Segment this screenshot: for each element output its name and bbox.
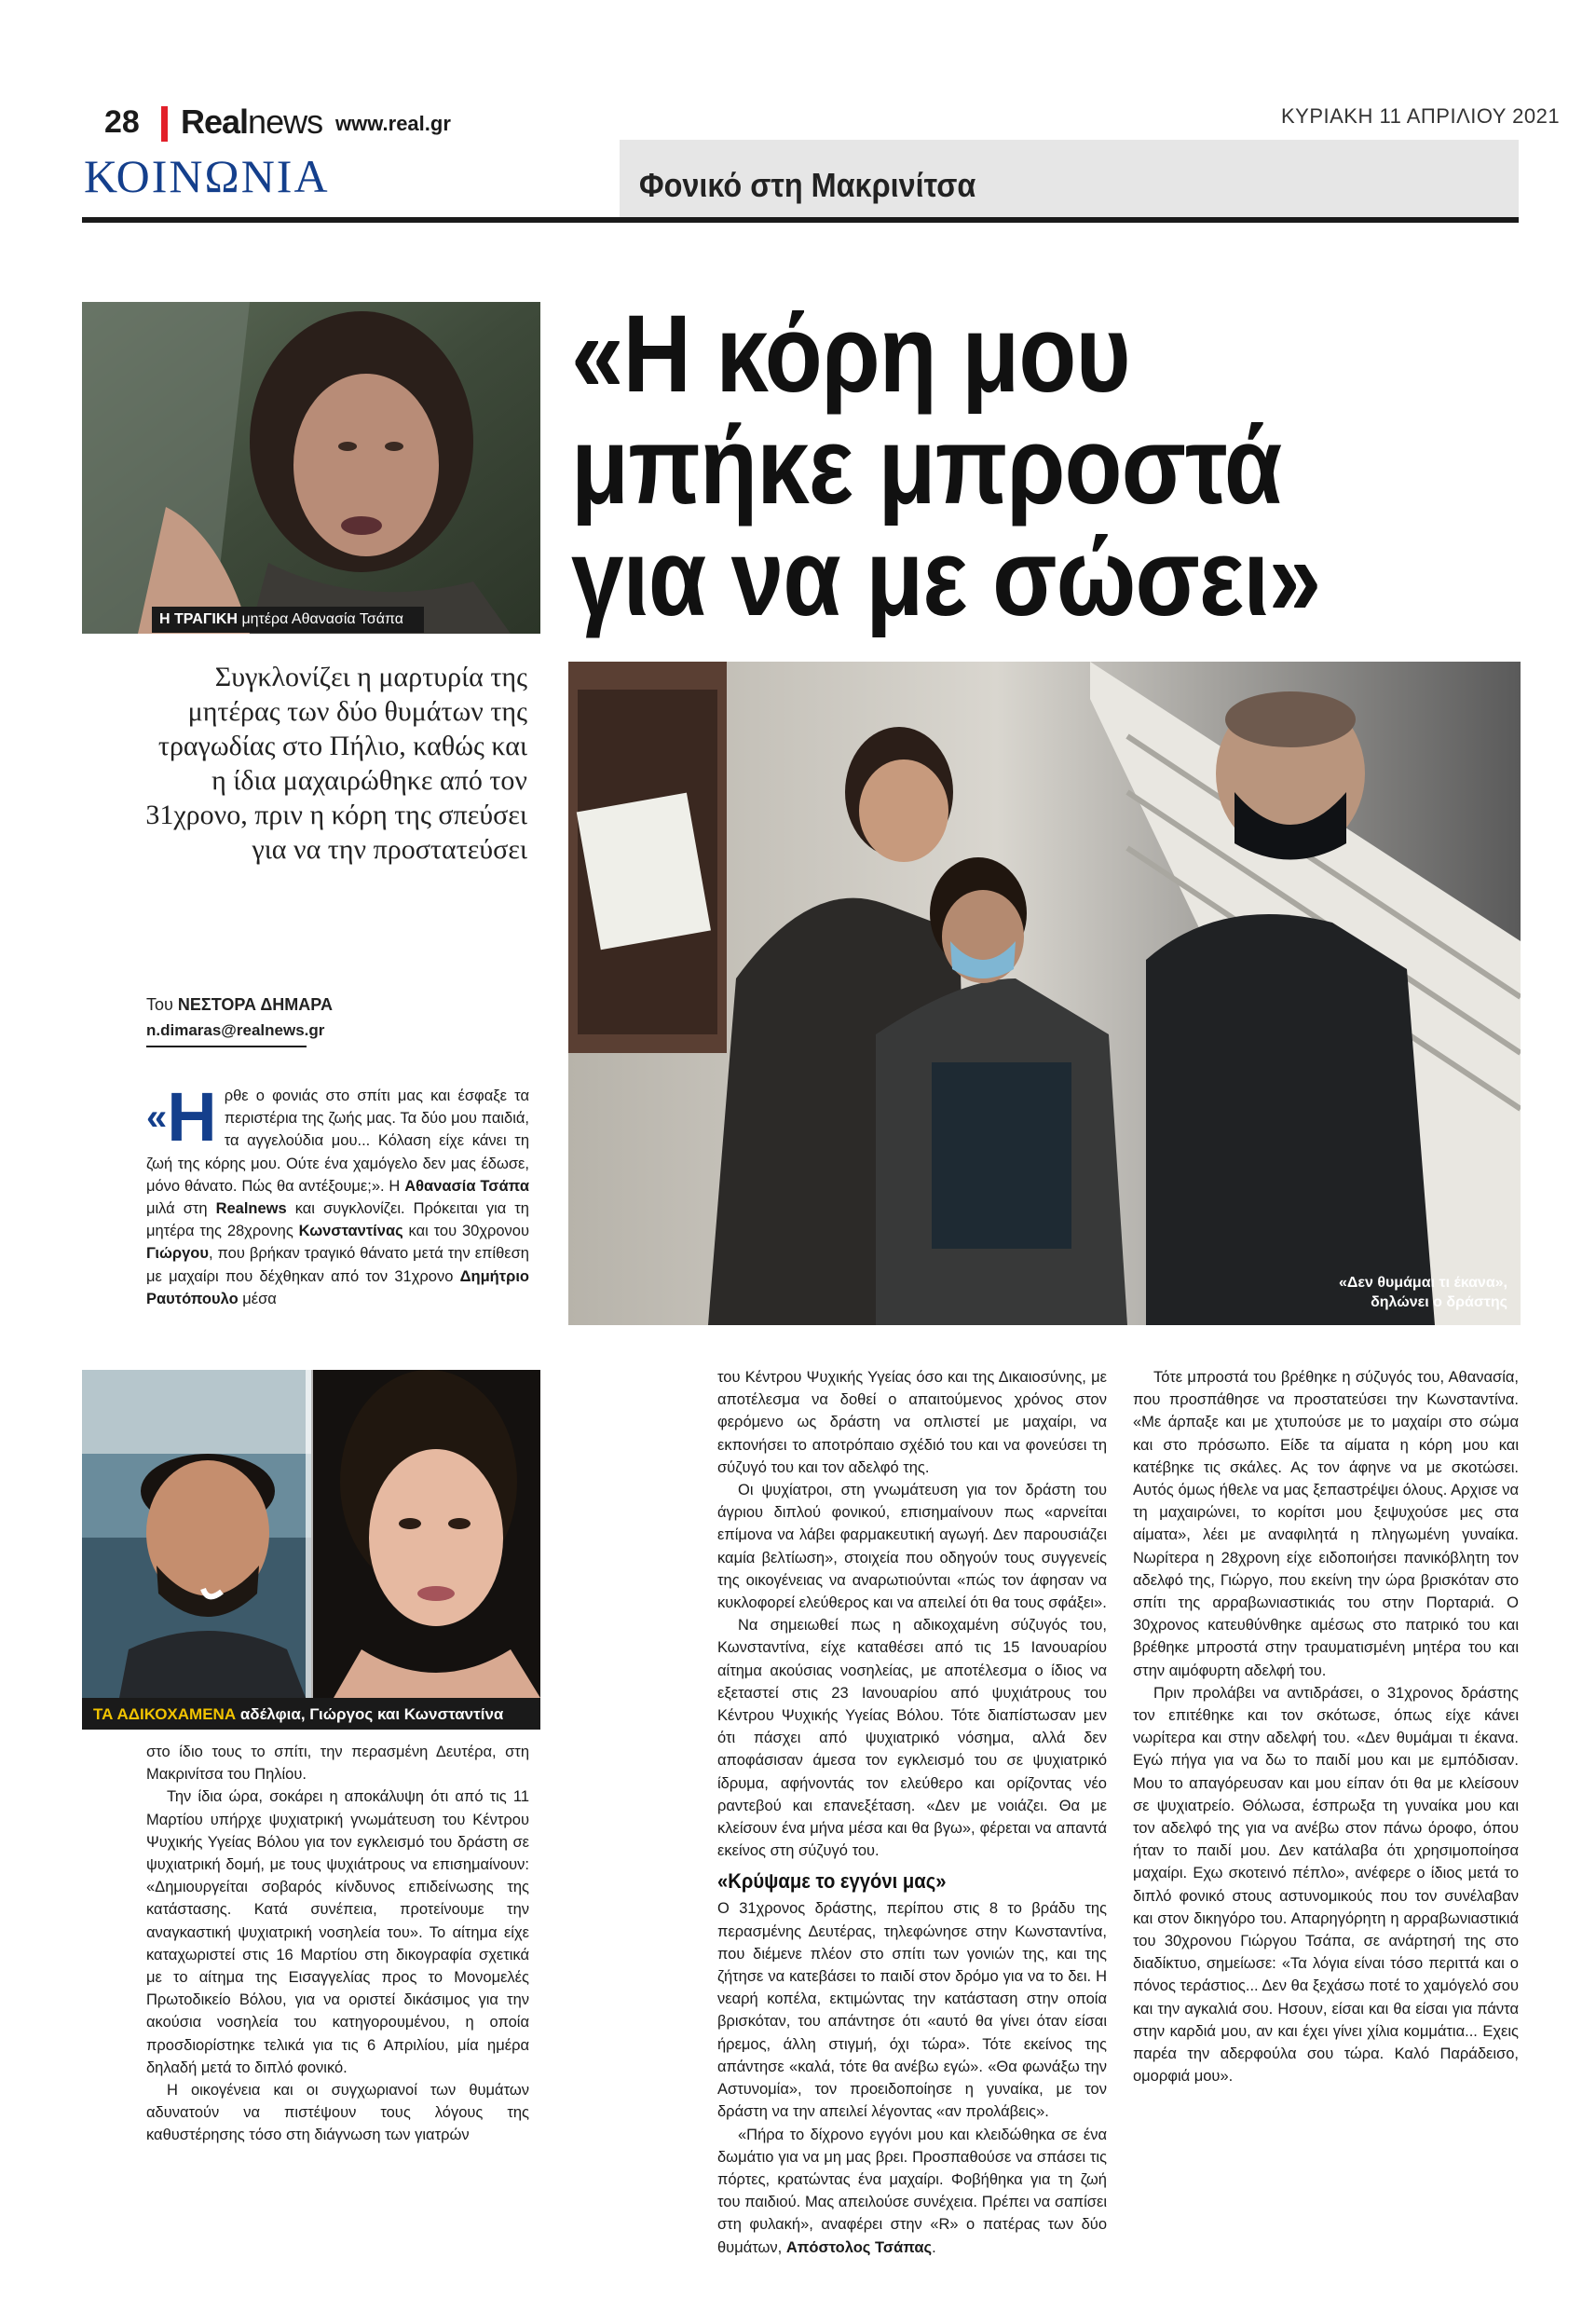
- byline-prefix: Του: [146, 995, 173, 1014]
- paragraph: «Πήρα το δίχρονο εγγόνι μου και κλειδώθηκα σε ένα δωμάτιο για να μη μας βρει. Προσπαθούσε να σπάσει τις πόρτες, κρατώντας ένα μαχαίρι. Φοβήθηκα για τη ζωή του παιδιού. Μας απειλούσε συνέχεια. Πρέπει να σαπίσει στη φυλακή», αναφέρει στην «R» ο πατέρας των δύο θυμάτων, Απόστολος Τσάπας.: [717, 2126, 1107, 2256]
- byline-email[interactable]: n.dimaras@realnews.gr: [146, 1021, 325, 1039]
- brand-logo: [181, 103, 322, 142]
- dropcap: «Η: [146, 1078, 217, 1156]
- lead-paragraph: «Η ρθε ο φονιάς στο σπίτι μας και έσφαξε τα περιστέρια της ζωής μας. Τα δύο μου παιδιά, τα αγγελούδια μου... Κόλαση είχε κάνει τη ζωή της κόρης μου. Ούτε ένα χαμόγελο δεν μας έδωσε, μόνο θάνατο. Πώς θα αντέξουμε;». Η Αθανασία Τσάπα μιλά στη Realnews και συγκλονίζει. Πρόκειται για τη μητέρα της 28χρονης Κωνσταντίνας και του 30χρονου Γιώργου, που βρήκαν τραγικό θάνατο μετά την επίθεση με μαχαίρι που δέχθηκαν από τον 31χρονο Δημήτριο Ραυτόπουλο μέσα: [146, 1078, 529, 1307]
- paragraph: Η οικογένεια και οι συγχωριανοί των θυμάτων αδυνατούν να πιστέψουν τους λόγους της καθυστέρησης τόσο στη διάγνωση των γιατρών: [146, 2082, 529, 2144]
- victims-photo: [82, 1370, 540, 1698]
- paragraph: Τότε μπροστά του βρέθηκε η σύζυγός του, Αθανασία, που προσπάθησε να προστατεύσει την Κωνσταντίνα. «Με άρπαξε και με χτυπούσε με το μαχαίρι στο σώμα και στο πρόσωπο. Είδε τα αίματα η κόρη μου και κατέβηκε τις σκάλες. Ας τον άφηνε να με σκοτώσει. Αυτός όμως ήθελε να μας ξεπαστρέψει όλους. Αρχισε να τη μαχαιρώνει, το κορίτσι μου ξεψυχούσε μες στα αίματα», λέει με αναφιλητά η πληγωμένη γυναίκα. Νωρίτερα η 28χρονη είχε ειδοποιήσει πανικόβλητη τον αδελφό της, Γιώργο, που εκείνη την ώρα βρισκόταν στο σπίτι της αρραβωνιαστικιάς του στην Πορταριά. Ο 30χρονος κατευθύνθηκε αμέσως στο πατρικό του και βρέθηκε μπροστά στην τραυματισμένη μητέρα του και στην αιμόφυρτη αδελφή του.: [1133, 1369, 1519, 1679]
- arrest-photo-image: [568, 662, 1521, 1325]
- victims-caption-text: αδέλφια, Γιώργος και Κωνσταντίνα: [239, 1705, 504, 1723]
- mother-photo: [82, 302, 540, 634]
- mother-caption-bold: Η ΤΡΑΓΙΚΗ: [159, 611, 238, 627]
- page-number: 28: [104, 104, 140, 140]
- article-column-2: [717, 1366, 1107, 2259]
- arrest-caption-line2: δηλώνει ο δράστης: [1371, 1294, 1507, 1310]
- byline-rule: [146, 1046, 307, 1047]
- byline: [146, 995, 333, 1015]
- brand-bold: Real: [181, 103, 249, 141]
- mother-caption-text: μητέρα Αθανασία Τσάπα: [241, 611, 404, 627]
- paragraph: του Κέντρου Ψυχικής Υγείας όσο και της Δικαιοσύνης, με αποτέλεσμα να δοθεί ο απαιτούμενος χρόνος στον φερόμενο ως δράστη να οπλιστεί με μαχαίρι, να εκπονήσει το αποτρόπαιο σχέδιό του και να φονεύσει τη σύζυγό του και τον αδελφό της.: [717, 1369, 1107, 1476]
- paragraph: Οι ψυχίατροι, στη γνωμάτευση για τον δράστη του άγριου διπλού φονικού, επισημαίνουν πως «αρνείται επίμονα να λάβει φαρμακευτική αγωγή. Δεν παρουσιάζει καμία βελτίωση», στοιχεία που οδηγούν τους συγγενείς της οικογένειας να αναρωτιούνται «πώς τον άφησαν να κυκλοφορεί ελεύθερος και να απειλεί ότι θα τους σφάξει».: [717, 1482, 1107, 1612]
- paragraph: Την ίδια ώρα, σοκάρει η αποκάλυψη ότι από τις 11 Μαρτίου υπήρχε ψυχιατρική γνωμάτευση του Κέντρου Ψυχικής Υγείας Βόλου για τον εγκλεισμό του δράστη σε ψυχιατρική δομή, με τους ψυχιάτρους να επισημαίνουν: «Δημιουργείται σοβαρός κίνδυνος επιδείνωσης της κατάστασης. Κατά συνέπεια, προτείνουμε την αναγκαστική ψυχιατρική νοσηλεία του». Το αίτημα είχε καταχωριστεί στις 16 Μαρτίου στη δικογραφία σχετικά με το αίτημα της Εισαγγελίας προς το Μονομελές Πρωτοδικείο Βόλου, για να οριστεί δικάσιμος για την ακούσια νοσηλεία του κατηγορουμένου, η οποία προσδιορίστηκε τελικά για τις 6 Απριλίου, μία ημέρα δηλαδή μετά το διπλό φονικό.: [146, 1788, 529, 2076]
- mother-photo-image: [82, 302, 540, 634]
- article-column-3: [1133, 1366, 1519, 2088]
- paragraph: Να σημειωθεί πως η αδικοχαμένη σύζυγός του, Κωνσταντίνα, είχε καταθέσει από τις 15 Ιανουαρίου αίτημα ακούσιας νοσηλείας, με αποτέλεσμα ο ίδιος να εξεταστεί στις 23 Ιανουαρίου από ψυχιάτρους του Κέντρου Ψυχικής Υγείας Βόλου. Τότε διαπίστωσαν μεν ότι πάσχει από ψυχιατρικό νόσημα, αλλά δεν αποφάσισαν άμεσα τον εγκλεισμό του σε ψυχιατρικό ίδρυμα, αφήνοντάς τον ελεύθερο και ορίζοντας νέο ραντεβού και επανεξέταση. «Δεν με νοιάζει. Θα με κλείσουν ένα μήνα μέσα και θα βγω», φέρεται να απαντά εκείνος στη σύζυγό του.: [717, 1617, 1107, 1860]
- arrest-photo-caption: [1230, 1273, 1507, 1312]
- headline: «Η κόρη μου μπήκε μπροστά για να με σώσει»: [571, 293, 1321, 639]
- page-number-divider: [161, 106, 168, 142]
- section-title: ΚΟΙΝΩΝΙΑ: [84, 150, 330, 202]
- victims-photo-caption: [82, 1698, 540, 1730]
- subheading: «Κρύψαμε το εγγόνι μας»: [717, 1869, 947, 1894]
- mother-photo-caption: [152, 607, 424, 633]
- deck: Συγκλονίζει η μαρτυρία της μητέρας των δύο θυμάτων της τραγωδίας στο Πήλιο, καθώς και η ίδια μαχαιρώθηκε από τον 31χρονο, πριν η κόρη της σπεύσει για να την προστατεύσει: [145, 662, 527, 865]
- issue-date: ΚΥΡΙΑΚΗ 11 ΑΠΡΙΛΙΟΥ 2021: [1281, 104, 1561, 128]
- paragraph: Ο 31χρονος δράστης, περίπου στις 8 το βράδυ της περασμένης Δευτέρας, τηλεφώνησε στην Κωνσταντίνα, που διέμενε πλέον στο σπίτι των γονιών της, και της ζήτησε να κατεβάσει το παιδί στον δρόμο για να το δει. Η νεαρή κοπέλα, εκτιμώντας την κατάσταση στην οποία βρισκόταν, του απάντησε ότι «αυτό θα γίνει όταν είσαι ήρεμος, άλλη στιγμή, όχι τώρα». Τότε εκείνος της απάντησε «καλά, τότε θα ανέβω εγώ». «Θα φωνάξω την Αστυνομία», τον προειδοποίησε η γυναίκα, με τον δράστη να την απειλεί λέγοντας «αν προλάβεις».: [717, 1900, 1107, 2121]
- paragraph: στο ίδιο τους το σπίτι, την περασμένη Δευτέρα, στη Μακρινίτσα του Πηλίου.: [146, 1744, 529, 1784]
- header-rule: [82, 217, 1519, 223]
- victims-caption-bold: ΤΑ ΑΔΙΚΟΧΑΜΕΝΑ: [93, 1705, 237, 1723]
- article-column-1-bottom: [146, 1741, 529, 2147]
- brand-url: www.real.gr: [335, 112, 451, 135]
- brand-light: news: [248, 103, 323, 141]
- victims-photo-image: [82, 1370, 540, 1698]
- byline-author: ΝΕΣΤΟΡΑ ΔΗΜΑΡΑ: [177, 995, 333, 1014]
- arrest-caption-line1: «Δεν θυμάμαι τι έκανα»,: [1339, 1275, 1507, 1291]
- article-column-1-top: [146, 1078, 529, 1310]
- arrest-photo: [568, 662, 1521, 1325]
- paragraph: Πριν προλάβει να αντιδράσει, ο 31χρονος δράστης τον επιτέθηκε και τον σκότωσε, όπως είχε κάνει νωρίτερα και στην αδελφή του. «Δεν θυμάμαι τι έκανα. Εγώ πήγα για να δω το παιδί μου και με εμπόδισαν. Μου το απαγόρευσαν και μου είπαν ότι θα με κλείσουν σε ψυχιατρείο. Θόλωσα, έσπρωξα τη γυναίκα μου και τον αδελφό της για να ανέβω στον πάνω όροφο, όπου ήταν το παιδί μου. Δεν κατάλαβα ότι χρησιμοποίησα μαχαίρι. Εχω σκοτεινό πέπλο», ανέφερε ο ίδιος μετά το διπλό φονικό στους αστυνομικούς που τον συνέλαβαν και στον δικηγόρο του. Απαρηγόρητη η αρραβωνιαστικιά του 30χρονου Γιώργου Τσάπα, σε ανάρτησή της στο διαδίκτυο, σημείωσε: «Τα λόγια είναι τόσο περιττά και ο πόνος τεράστιος... Δεν θα ξεχάσω ποτέ το χαμόγελό σου και την αγκαλιά σου. Ησουν, είσαι και θα είσαι για πάντα στην καρδιά μου, αν και έχει γίνει χίλια κομμάτια... Εχεις παρέα την αδερφούλα σου τώρα. Καλό Παράδεισο, ομορφιά μου».: [1133, 1684, 1519, 2086]
- kicker-text: Φονικό στη Μακρινίτσα: [639, 166, 976, 204]
